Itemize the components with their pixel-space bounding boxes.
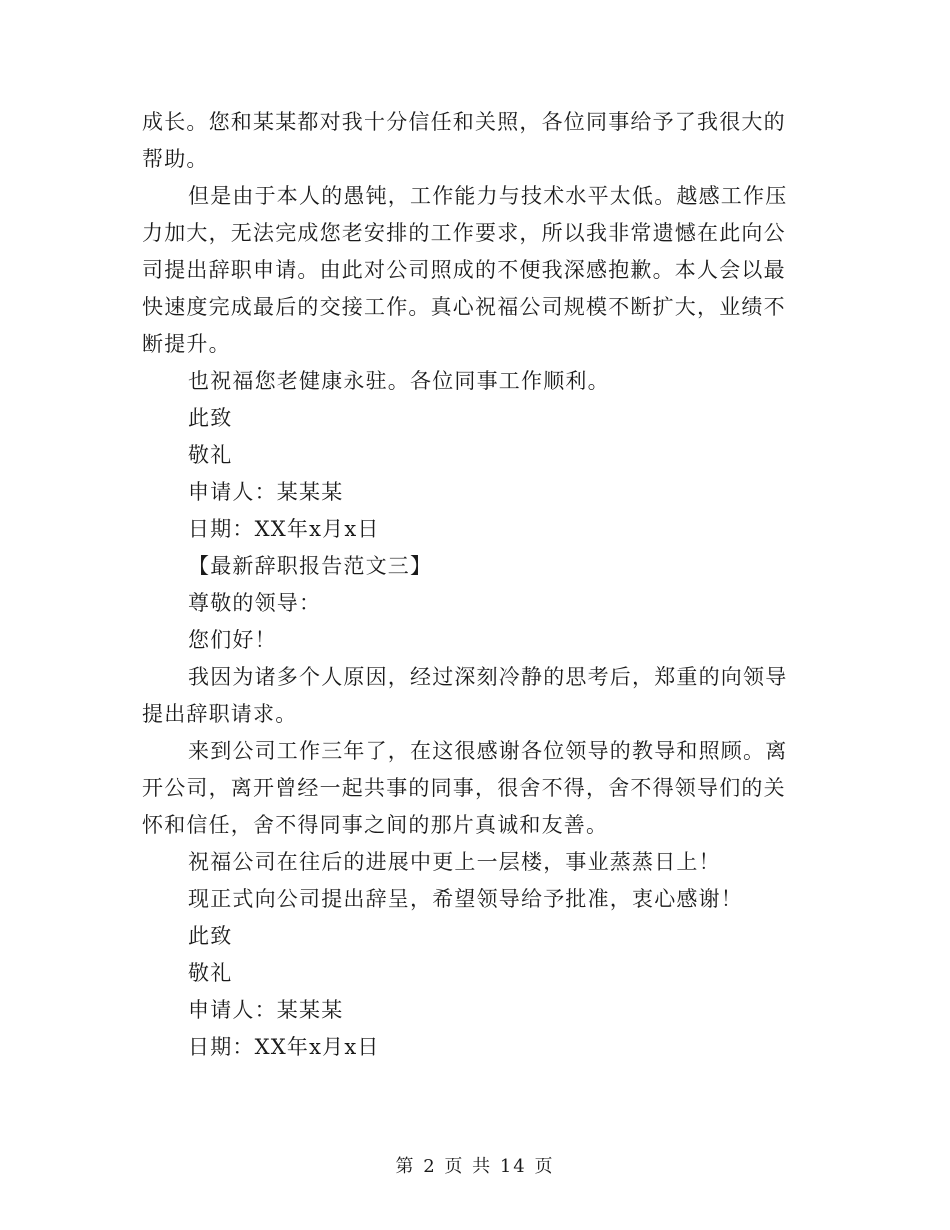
page-footer: 第 2 页 共 14 页 (395, 1156, 555, 1177)
date-line: 日期：XX年x月x日 (188, 1035, 380, 1059)
date-line: 日期：XX年x月x日 (188, 517, 380, 541)
closing-regards: 敬礼 (188, 443, 233, 467)
greeting: 尊敬的领导： (188, 591, 322, 615)
applicant-line: 申请人：某某某 (188, 480, 344, 504)
paragraph: 我因为诸多个人原因，经过深刻冷静的思考后，郑重的向领导提出辞职请求。 (142, 665, 788, 726)
section-heading: 【最新辞职报告范文三】 (188, 554, 433, 578)
paragraph: 也祝福您老健康永驻。各位同事工作顺利。 (188, 369, 610, 393)
closing-regards: 敬礼 (188, 961, 233, 985)
closing-salutation: 此致 (188, 406, 233, 430)
closing-salutation: 此致 (188, 924, 233, 948)
paragraph: 现正式向公司提出辞呈，希望领导给予批准，衷心感谢！ (188, 887, 743, 911)
greeting-hello: 您们好！ (188, 628, 277, 652)
applicant-line: 申请人：某某某 (188, 998, 344, 1022)
document-body (142, 104, 798, 1066)
paragraph: 来到公司工作三年了，在这很感谢各位领导的教导和照顾。离开公司，离开曾经一起共事的同事，很舍不得，舍不得领导们的关怀和信任，舍不得同事之间的那片真诚和友善。 (142, 739, 788, 837)
paragraph: 成长。您和某某都对我十分信任和关照，各位同事给予了我很大的帮助。 (142, 110, 786, 171)
paragraph: 但是由于本人的愚钝，工作能力与技术水平太低。越感工作压力加大，无法完成您老安排的工作要求，所以我非常遗憾在此向公司提出辞职申请。由此对公司照成的不便我深感抱歉。本人会以最快速度完成最后的交接工作。真心祝福公司规模不断扩大，业绩不断提升。 (142, 184, 788, 356)
paragraph: 祝福公司在往后的进展中更上一层楼，事业蒸蒸日上！ (188, 850, 721, 874)
